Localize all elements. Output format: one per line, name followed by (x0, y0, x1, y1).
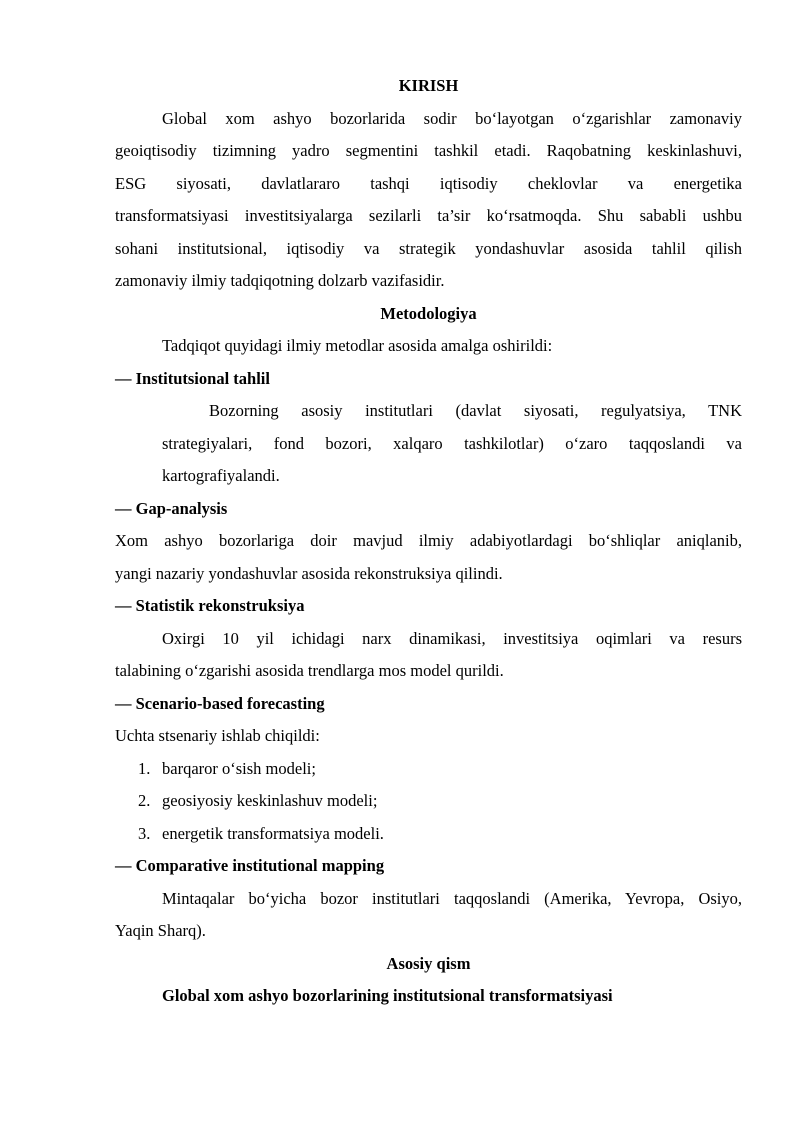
method-mapping-line-2: Yaqin Sharq). (115, 921, 206, 940)
main-section-heading: Asosiy qism (386, 953, 471, 973)
intro-line-3: ESG siyosati, davlatlararo tashqi iqtisodiy cheklovlar va energetika (115, 173, 742, 193)
list-number: 3. (138, 823, 151, 843)
method-statistical-line-2: talabining o‘zgarishi asosida trendlarga mos model qurildi. (115, 661, 504, 680)
list-text: barqaror o‘sish modeli; (162, 758, 316, 778)
method-statistical-line-1: Oxirgi 10 yil ichidagi narx dinamikasi, investitsiya oqimlari va resurs (162, 628, 742, 648)
intro-line-4: transformatsiyasi investitsiyalarga sezilarli ta’sir ko‘rsatmoqda. Shu sababli ushbu (115, 206, 742, 225)
intro-line-6: zamonaviy ilmiy tadqiqotning dolzarb vazifasidir. (115, 271, 445, 290)
method-mapping-line-1: Mintaqalar bo‘yicha bozor institutlari taqqoslandi (Amerika, Yevropa, Osiyo, (162, 888, 742, 908)
intro-line-1: Global xom ashyo bozorlarida sodir bo‘layotgan o‘zgarishlar zamonaviy (162, 108, 742, 128)
list-item (115, 818, 742, 851)
method-institutional-line-3: kartografiyalandi. (162, 466, 280, 485)
list-number: 1. (138, 758, 151, 778)
method-gap-line-1: Xom ashyo bozorlariga doir mavjud ilmiy adabiyotlardagi bo‘shliqlar aniqlanib, (115, 531, 742, 550)
list-text: geosiyosiy keskinlashuv modeli; (162, 791, 378, 810)
method-institutional-heading: — Institutsional tahlil (115, 368, 270, 388)
subsection-heading: Global xom ashyo bozorlarining institutsional transformatsiyasi (162, 986, 613, 1005)
methodology-intro: Tadqiqot quyidagi ilmiy metodlar asosida amalga oshirildi: (162, 336, 553, 355)
intro-line-5: sohani institutsional, iqtisodiy va strategik yondashuvlar asosida tahlil qilish (115, 238, 742, 258)
page-title: KIRISH (398, 76, 459, 95)
method-institutional-line-2: strategiyalari, fond bozori, xalqaro tashkilotlar) o‘zaro taqqoslandi va (162, 433, 742, 453)
method-statistical-heading: — Statistik rekonstruksiya (115, 596, 305, 615)
list-item (115, 785, 742, 818)
list-item (115, 753, 742, 786)
method-gap-heading: — Gap-analysis (115, 498, 228, 518)
list-text: energetik transformatsiya modeli. (162, 823, 384, 843)
method-institutional-line-1: Bozorning asosiy institutlari (davlat siyosati, regulyatsiya, TNK (209, 401, 742, 420)
method-scenario-intro: Uchta stsenariy ishlab chiqildi: (115, 726, 320, 745)
method-mapping-heading: — Comparative institutional mapping (115, 856, 385, 875)
method-gap-line-2: yangi nazariy yondashuvlar asosida rekonstruksiya qilindi. (115, 563, 503, 583)
methodology-heading: Metodologiya (380, 303, 477, 323)
method-scenario-heading: — Scenario-based forecasting (115, 693, 325, 713)
list-number: 2. (138, 791, 151, 810)
intro-line-2: geoiqtisodiy tizimning yadro segmentini tashkil etadi. Raqobatning keskinlashuvi, (115, 141, 742, 160)
document-body (115, 70, 742, 1013)
